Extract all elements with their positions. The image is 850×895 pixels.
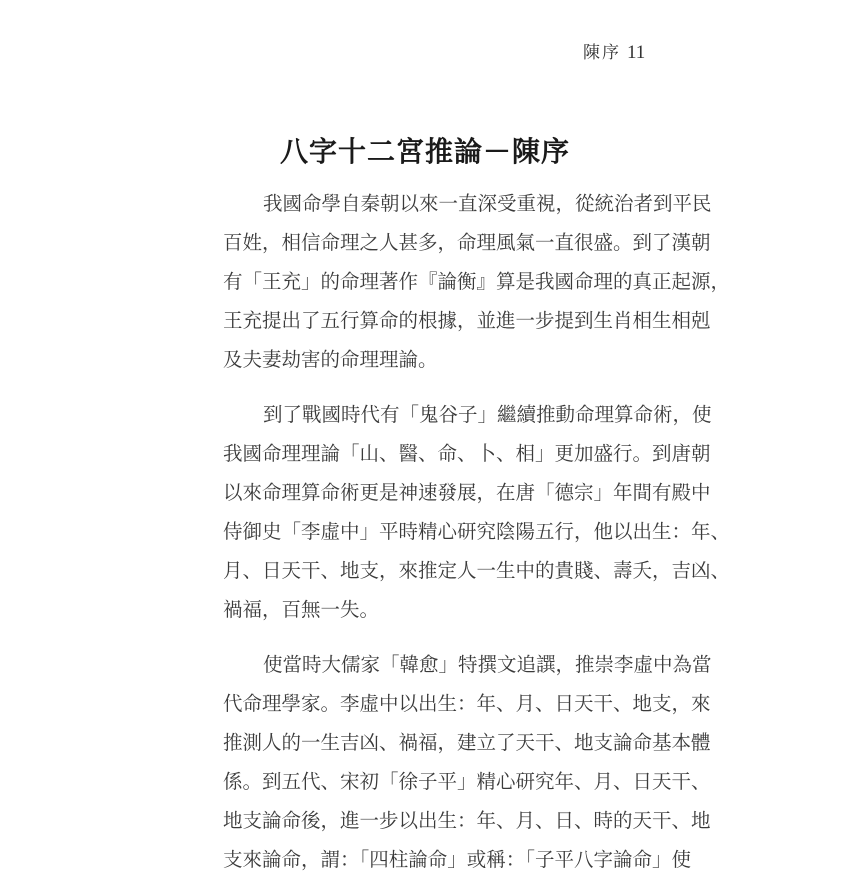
running-header <box>583 38 645 64</box>
text-line: 係。到五代、宋初「徐子平」精心研究年、月、日天干、 <box>223 770 711 793</box>
chapter-title: 八字十二宮推論－陳序 <box>279 135 570 168</box>
text-line: 代命理學家。李虛中以出生：年、月、日天干、地支，來 <box>223 692 711 715</box>
paragraph-2 <box>223 395 731 629</box>
text-line: 侍御史「李虛中」平時精心研究陰陽五行，他以出生：年、 <box>223 520 731 543</box>
page-number: 11 <box>627 42 646 63</box>
text-line: 我國命學自秦朝以來一直深受重視，從統治者到平民 <box>263 192 712 215</box>
text-line: 禍福，百無一失。 <box>223 598 380 621</box>
text-line: 使當時大儒家「韓愈」特撰文追譔，推崇李虛中為當 <box>263 653 712 676</box>
paragraph-3 <box>223 645 712 879</box>
text-line: 及夫妻劫害的命理理論。 <box>223 348 438 371</box>
text-line: 有「王充」的命理著作『論衡』算是我國命理的真正起源， <box>223 270 731 293</box>
text-line: 地支論命後，進一步以出生：年、月、日、時的天干、地 <box>223 809 711 832</box>
text-line: 我國命理理論「山、醫、命、卜、相」更加盛行。到唐朝 <box>223 442 711 465</box>
body-text <box>223 184 731 895</box>
text-line: 王充提出了五行算命的根據，並進一步提到生肖相生相剋 <box>223 309 711 332</box>
text-line: 推測人的一生吉凶、禍福，建立了天干、地支論命基本體 <box>223 731 711 754</box>
running-header-section: 陳序 <box>583 43 621 63</box>
text-line: 百姓，相信命理之人甚多，命理風氣一直很盛。到了漢朝 <box>223 231 711 254</box>
paragraph-1 <box>223 184 731 379</box>
text-line: 到了戰國時代有「鬼谷子」繼續推動命理算命術，使 <box>263 403 712 426</box>
text-line: 月、日天干、地支，來推定人一生中的貴賤、壽夭，吉凶、 <box>223 559 731 582</box>
text-line: 以來命理算命術更是神速發展，在唐「德宗」年間有殿中 <box>223 481 711 504</box>
text-line: 支來論命，謂：「四柱論命」或稱：「子平八字論命」使 <box>223 848 692 871</box>
